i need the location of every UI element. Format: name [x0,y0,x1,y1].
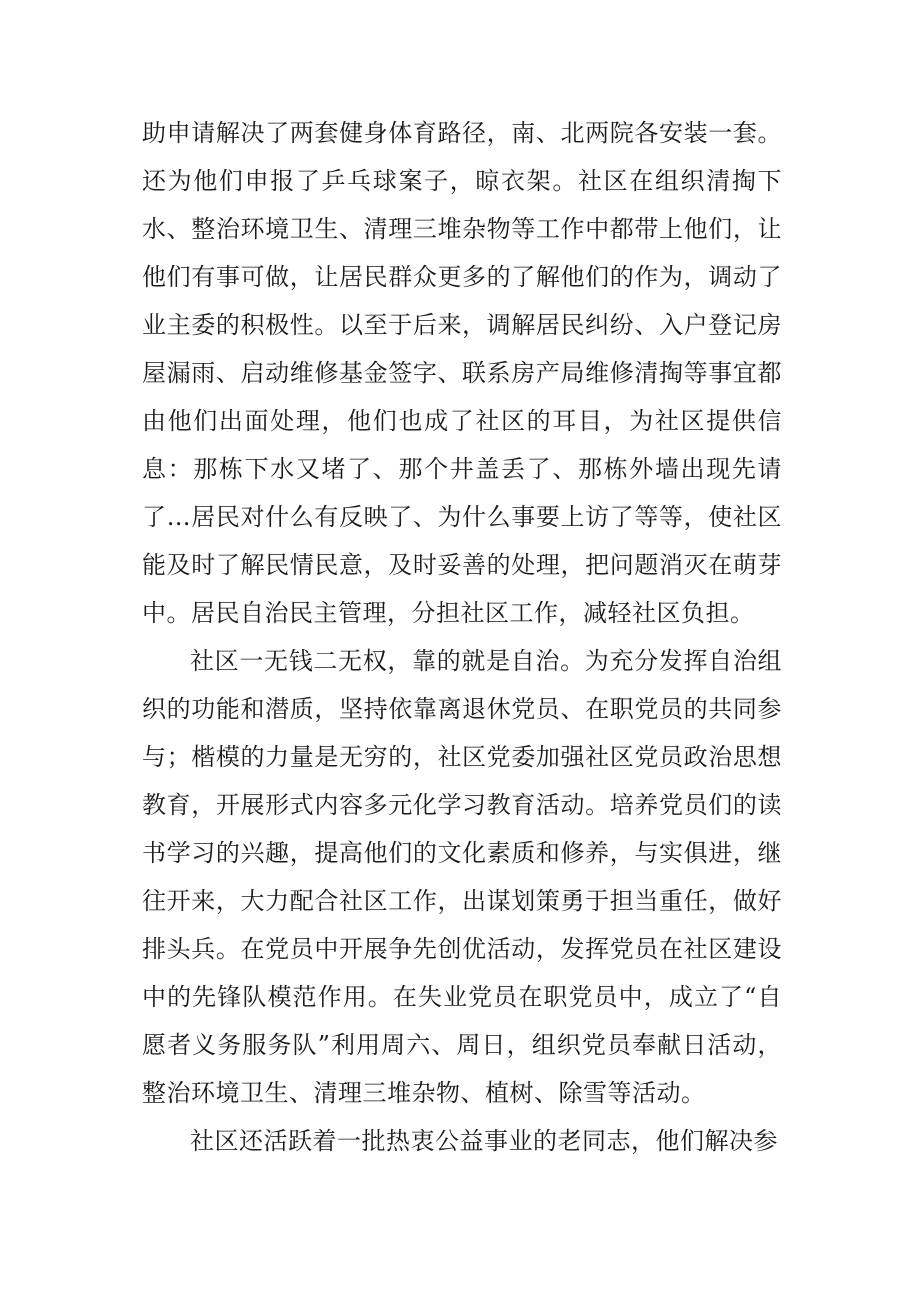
paragraph-1: 助申请解决了两套健身体育路径，南、北两院各安装一套。还为他们申报了乒乓球案子，晾衣架。社区在组织清掏下水、整治环境卫生、清理三堆杂物等工作中都带上他们，让他们有事可做，让居民群众更多的了解他们的作为，调动了业主委的积极性。以至于后来，调解居民纠纷、入户登记房屋漏雨、启动维修基金签字、联系房产局维修清掏等事宜都由他们出面处理，他们也成了社区的耳目，为社区提供信息：那栋下水又堵了、那个井盖丢了、那栋外墙出现先请了…居民对什么有反映了、为什么事要上访了等等，使社区能及时了解民情民意，及时妥善的处理，把问题消灭在萌芽中。居民自治民主管理，分担社区工作，减轻社区负担。 [142,119,782,627]
paragraph-2: 社区一无钱二无权，靠的就是自治。为充分发挥自治组织的功能和潜质，坚持依靠离退休党员、在职党员的共同参与；楷模的力量是无穷的，社区党委加强社区党员政治思想教育，开展形式内容多元化学习教育活动。培养党员们的读书学习的兴趣，提高他们的文化素质和修养，与实俱进，继往开来，大力配合社区工作，出谋划策勇于担当重任，做好排头兵。在党员中开展争先创优活动，发挥党员在社区建设中的先锋队模范作用。在失业党员在职党员中，成立了“自愿者义务服务队”利用周六、周日，组织党员奉献日活动，整治环境卫生、清理三堆杂物、植树、除雪等活动。 [142,647,782,1107]
paragraph-3: 社区还活跃着一批热衷公益事业的老同志，他们解决参 [190,1127,778,1155]
document-body [142,109,782,1165]
